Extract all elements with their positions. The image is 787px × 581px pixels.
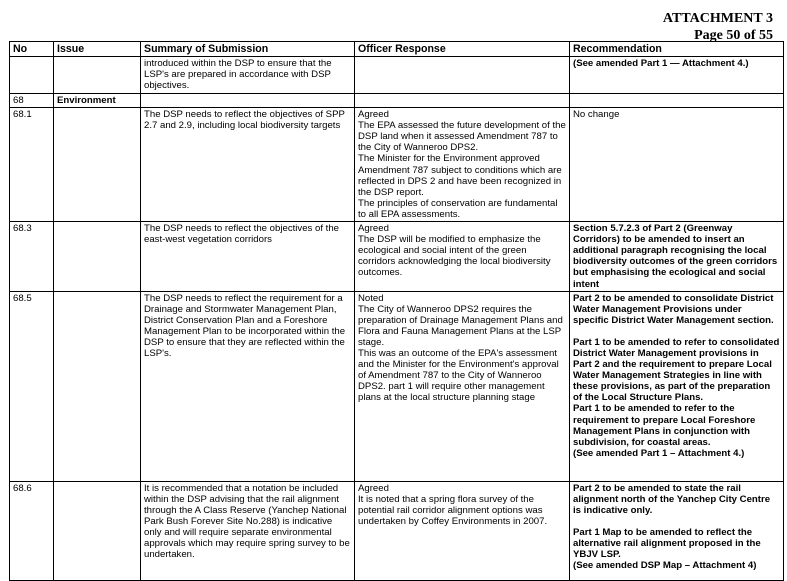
recommendation-paragraph: Section 5.7.2.3 of Part 2 (Greenway Corridors) to be amended to insert an additional paragraph recognising the local biodiversity outcomes of the green corridors but emphasising the ecological and social intent (573, 223, 778, 290)
cell-summary: The DSP needs to reflect the objectives of SPP 2.7 and 2.9, including local biodiversity targets (141, 108, 355, 222)
column-header-no: No (10, 42, 54, 57)
table-row (10, 108, 784, 222)
row-number: 68.5 (10, 291, 54, 481)
column-header-issue: Issue (54, 42, 141, 57)
cell-issue (54, 222, 141, 292)
recommendation-paragraph: No change (573, 109, 620, 121)
cell-recommendation (570, 222, 784, 292)
cell-empty (141, 94, 355, 108)
table-row (10, 222, 784, 292)
recommendation-paragraph: Part 1 to be amended to refer to the requirement to prepare Local Foreshore Management Plans in conjunction with subdivision, for coastal areas. (573, 403, 756, 448)
paragraph-gap (573, 516, 780, 527)
response-paragraph: It is noted that a spring flora survey of the potential rail corridor alignment options was undertaken by Coffey Environments in 2007. (358, 493, 548, 527)
column-header-recommendation: Recommendation (570, 42, 784, 57)
cell-empty (355, 94, 570, 108)
cell-recommendation: (See amended Part 1 — Attachment 4.) (570, 57, 784, 94)
response-paragraph: Noted (358, 292, 384, 304)
recommendation-paragraph: Part 1 Map to be amended to reflect the alternative rail alignment proposed in the YBJV LSP. (573, 526, 761, 561)
cell-response (355, 481, 570, 580)
cell-summary: The DSP needs to reflect the requirement for a Drainage and Stormwater Management Plan, District Conservation Plan and a Foreshore Management Plan to be incorporated within the DSP to ensure that they are reflected within the LSP's. (141, 291, 355, 481)
cell-issue (54, 108, 141, 222)
submissions-table (9, 41, 784, 581)
page-number: Page 50 of 55 (694, 28, 773, 43)
table-header-row (10, 42, 784, 57)
cell-response (355, 291, 570, 481)
row-number: 68.3 (10, 222, 54, 292)
response-paragraph: This was an outcome of the EPA's assessment and the Minister for the Environment's approval of Amendment 787 to the City of Wanneroo DPS2. part 1 will require other management plans at the local structure planning stage (358, 348, 559, 404)
recommendation-paragraph: Part 2 to be amended to state the rail alignment north of the Yanchep City Centre is indicative only. (573, 482, 771, 516)
cell-issue (54, 291, 141, 481)
cell-response (355, 108, 570, 222)
column-header-summary: Summary of Submission (141, 42, 355, 57)
cell-summary: The DSP needs to reflect the objectives of the east-west vegetation corridors (141, 222, 355, 292)
cell-summary: It is recommended that a notation be included within the DSP advising that the rail alignment through the A Class Reserve (Yanchep National Park Bush Forever Site No.288) is indicative only and will require separate environmental approvals which may require spring survey to be undertaken. (141, 481, 355, 580)
recommendation-paragraph: (See amended Part 1 – Attachment 4.) (573, 447, 745, 459)
table-row-continuation (10, 57, 784, 94)
cell-recommendation (570, 291, 784, 481)
cell-no (10, 57, 54, 94)
table-row (10, 291, 784, 481)
table-row (10, 481, 784, 580)
cell-empty (570, 94, 784, 108)
response-paragraph: The EPA assessed the future development of the DSP land when it assessed Amendment 787 to the City of Wanneroo DPS2. (358, 120, 566, 154)
cell-issue (54, 57, 141, 94)
recommendation-paragraph: Part 2 to be amended to consolidate District Water Management Provisions under specific District Water Management section. (573, 292, 774, 326)
cell-response (355, 222, 570, 292)
recommendation-paragraph: (See amended DSP Map – Attachment 4) (573, 560, 757, 572)
cell-response (355, 57, 570, 94)
paragraph-gap (573, 326, 780, 337)
response-paragraph: Agreed (358, 109, 389, 121)
cell-summary: introduced within the DSP to ensure that the LSP's are prepared in accordance with DSP objectives. (141, 57, 355, 94)
table-row-section (10, 94, 784, 108)
section-issue: Environment (54, 94, 141, 108)
response-paragraph: The City of Wanneroo DPS2 requires the preparation of Drainage Management Plans and Flora and Fauna Management Plans at the LSP stage. (358, 303, 563, 348)
cell-issue (54, 481, 141, 580)
row-number: 68.6 (10, 481, 54, 580)
response-paragraph: Agreed (358, 482, 389, 494)
cell-recommendation (570, 108, 784, 222)
response-paragraph: The Minister for the Environment approved Amendment 787 subject to conditions which are reflected in DPS 2 and have been recognized in the DSP report. (358, 153, 562, 198)
attachment-label: ATTACHMENT 3 (662, 11, 773, 26)
column-header-response: Officer Response (355, 42, 570, 57)
response-paragraph: The DSP will be modified to emphasize the ecological and social intent of the green corridors acknowledging the local biodiversity outcomes. (358, 234, 551, 279)
response-paragraph: The principles of conservation are fundamental to all EPA assessments. (358, 197, 558, 220)
row-number: 68.1 (10, 108, 54, 222)
section-number: 68 (10, 94, 54, 108)
cell-recommendation (570, 481, 784, 580)
response-paragraph: Agreed (358, 223, 389, 235)
recommendation-paragraph: Part 1 to be amended to refer to consolidated District Water Management provisions in Part 2 and the requirement to prepare Local Water Management Strategies in line with these provisions, as part of the preparation of the Local Structure Plans. (573, 336, 780, 404)
